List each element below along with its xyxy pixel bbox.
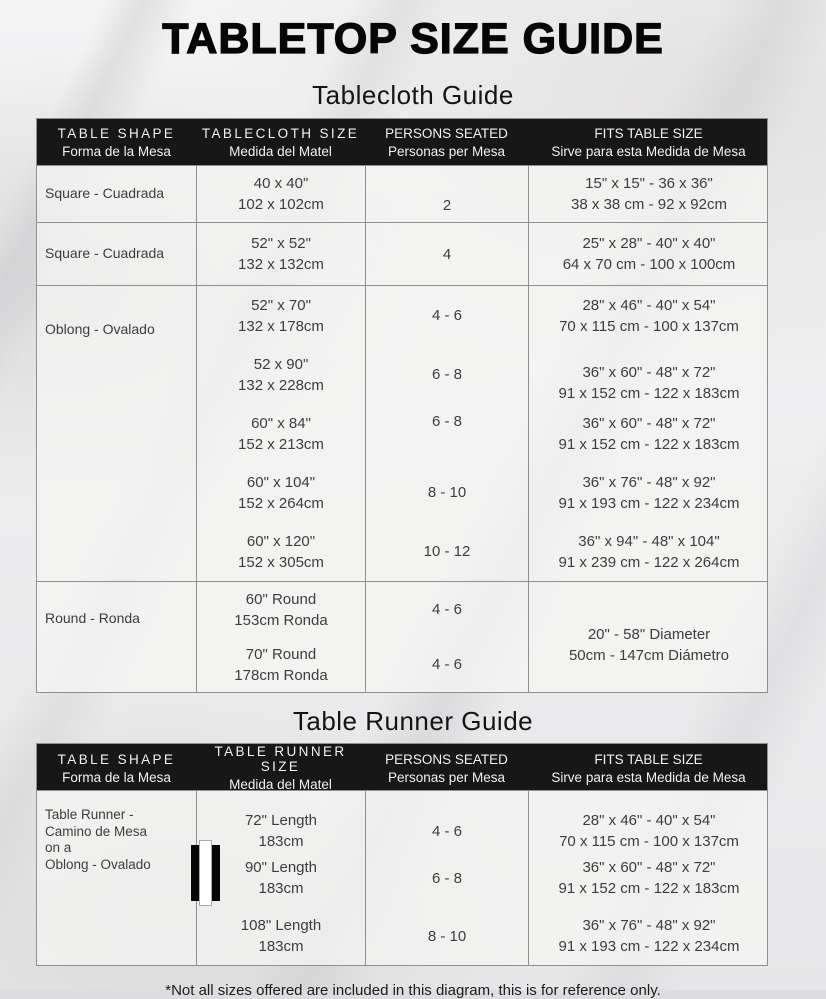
shape-cell xyxy=(37,294,196,366)
size-cell xyxy=(196,286,365,345)
fits-cell xyxy=(528,345,769,404)
header-en-label: FITS TABLE SIZE xyxy=(594,751,703,767)
size-line: 183cm xyxy=(258,880,304,898)
size-cell xyxy=(196,404,365,463)
shape-cell xyxy=(37,588,196,650)
fits-line: 64 x 70 cm - 100 x 100cm xyxy=(562,256,736,274)
persons-value: 8 - 10 xyxy=(427,927,467,945)
fits-cell xyxy=(528,849,769,907)
size-cell xyxy=(196,345,365,404)
size-line: 60" x 84" xyxy=(251,414,311,432)
persons-cell xyxy=(365,166,528,222)
size-line: 183cm xyxy=(258,938,304,956)
shape-cell xyxy=(37,223,196,285)
header-en-label: PERSONS SEATED xyxy=(385,125,508,141)
table-row-square-52 xyxy=(37,222,767,285)
header-fits-table-size xyxy=(528,119,769,165)
size-line: 52" x 52" xyxy=(251,235,311,252)
persons-cell xyxy=(365,849,528,907)
header-persons-seated xyxy=(365,119,528,165)
header-es-label: Personas per Mesa xyxy=(387,143,506,159)
header-table-shape xyxy=(37,119,196,165)
fits-cell xyxy=(528,582,769,692)
fits-line: 15" x 15" - 36 x 36" xyxy=(585,175,713,192)
size-line: 52" x 70" xyxy=(251,296,311,314)
persons-value: 4 - 6 xyxy=(431,307,462,325)
size-cell xyxy=(196,522,365,581)
fits-line: 70 x 115 cm - 100 x 137cm xyxy=(559,317,739,335)
fits-line: 91 x 152 cm - 122 x 183cm xyxy=(558,880,740,898)
fits-cell xyxy=(528,522,769,581)
fits-lines xyxy=(569,624,729,667)
shape-label: Square - Cuadrada xyxy=(45,245,165,262)
fits-line: 38 x 38 cm - 92 x 92cm xyxy=(571,196,727,214)
fits-line: 36" x 60" - 48" x 72" xyxy=(582,363,716,381)
header-fits-table-size xyxy=(528,744,769,792)
shape-label-line: Oblong - Ovalado xyxy=(45,856,151,872)
shape-label xyxy=(45,807,151,873)
shape-cell xyxy=(37,797,196,883)
persons-value: 4 - 6 xyxy=(431,656,462,674)
fits-line: 91 x 193 cm - 122 x 234cm xyxy=(558,494,740,512)
shape-cell xyxy=(37,166,196,222)
fits-line: 36" x 76" - 48" x 92" xyxy=(582,473,716,491)
fits-line: 25" x 28" - 40" x 40" xyxy=(582,235,716,252)
header-es-label: Medida del Matel xyxy=(229,777,332,793)
persons-value: 10 - 12 xyxy=(423,543,471,561)
header-en-label: TABLE SHAPE xyxy=(57,125,176,141)
size-line: 60" x 104" xyxy=(246,473,316,491)
runner-guide-title: Table Runner Guide xyxy=(292,706,534,737)
header-es-label: Forma de la Mesa xyxy=(62,143,171,159)
header-en-label: TABLECLOTH SIZE xyxy=(201,125,360,141)
fits-line: 36" x 76" - 48" x 92" xyxy=(582,917,716,934)
runner-table xyxy=(36,743,768,966)
persons-cell xyxy=(365,286,528,345)
size-line: 152 x 264cm xyxy=(238,494,324,512)
size-cell xyxy=(196,907,365,965)
tablecloth-table xyxy=(36,118,768,693)
header-persons-seated xyxy=(365,744,528,792)
shape-label: Square - Cuadrada xyxy=(45,185,165,202)
persons-cell xyxy=(365,463,528,522)
size-line: 72" Length xyxy=(244,812,318,829)
fits-cell xyxy=(528,907,769,965)
runner-table-header xyxy=(37,744,767,793)
header-en-label: FITS TABLE SIZE xyxy=(594,125,703,141)
size-line: 132 x 178cm xyxy=(238,317,324,335)
persons-value: 6 - 8 xyxy=(431,413,462,431)
fits-line: 36" x 94" - 48" x 104" xyxy=(578,532,720,550)
tablecloth-table-header xyxy=(37,119,767,165)
persons-cell xyxy=(365,345,528,404)
persons-cell xyxy=(365,637,528,692)
fits-line: 70 x 115 cm - 100 x 137cm xyxy=(559,833,739,851)
fits-line: 36" x 60" - 48" x 72" xyxy=(582,859,716,876)
persons-cell xyxy=(365,223,528,285)
fits-cell xyxy=(528,404,769,463)
persons-cell xyxy=(365,522,528,581)
fits-cell xyxy=(528,286,769,345)
fits-line: 91 x 193 cm - 122 x 234cm xyxy=(558,938,740,956)
page-title: TABLETOP SIZE GUIDE xyxy=(162,15,664,63)
size-cell xyxy=(196,166,365,222)
shape-label-line: on a xyxy=(45,840,72,856)
persons-value: 2 xyxy=(442,196,452,214)
fits-cell xyxy=(528,166,769,222)
size-cell xyxy=(196,223,365,285)
size-cell xyxy=(196,582,365,637)
table-group-oblong xyxy=(37,285,767,581)
persons-value: 6 - 8 xyxy=(431,366,462,384)
fits-lines xyxy=(559,810,739,853)
persons-cell xyxy=(365,582,528,637)
header-en-label: TABLE SHAPE xyxy=(57,751,176,767)
table-group-round xyxy=(37,581,767,692)
fits-line: 91 x 152 cm - 122 x 183cm xyxy=(558,384,740,402)
fits-lines xyxy=(559,362,740,405)
size-line: 152 x 213cm xyxy=(238,435,324,453)
persons-value: 4 xyxy=(442,245,452,263)
size-cell xyxy=(196,463,365,522)
persons-cell xyxy=(365,791,528,849)
shape-label: Oblong - Ovalado xyxy=(45,321,155,338)
persons-cell xyxy=(365,404,528,463)
size-line: 70" Round xyxy=(245,645,317,663)
fits-line: 91 x 239 cm - 122 x 264cm xyxy=(558,553,740,571)
size-line: 52 x 90" xyxy=(253,355,309,373)
fits-cell xyxy=(528,791,769,849)
size-cell xyxy=(196,791,365,849)
fits-line: 36" x 60" - 48" x 72" xyxy=(582,414,716,432)
fits-line: 28" x 46" - 40" x 54" xyxy=(582,812,716,829)
size-line: 40 x 40" xyxy=(253,175,309,192)
header-es-label: Medida del Matel xyxy=(229,143,332,159)
table-group-runner xyxy=(37,790,767,965)
header-es-label: Personas per Mesa xyxy=(387,769,506,785)
persons-value: 8 - 10 xyxy=(427,484,467,502)
size-cell xyxy=(196,637,365,692)
size-line: 132 x 132cm xyxy=(238,256,324,274)
fits-cell xyxy=(528,223,769,285)
size-line: 152 x 305cm xyxy=(238,553,324,571)
size-line: 108" Length xyxy=(240,917,322,934)
shape-label: Round - Ronda xyxy=(45,610,140,627)
size-line: 183cm xyxy=(258,833,304,851)
size-line: 90" Length xyxy=(244,859,318,876)
runner-strip-shape xyxy=(199,840,212,906)
size-line: 132 x 228cm xyxy=(238,376,324,394)
header-es-label: Sirve para esta Medida de Mesa xyxy=(551,769,746,785)
fits-line: 20" - 58" Diameter xyxy=(587,626,711,643)
fits-line: 91 x 152 cm - 122 x 183cm xyxy=(558,435,740,453)
shape-label-line: Camino de Mesa xyxy=(45,823,148,839)
size-line: 60" Round xyxy=(245,590,317,608)
size-lines xyxy=(245,810,317,853)
header-en-label: PERSONS SEATED xyxy=(385,751,508,767)
header-es-label: Forma de la Mesa xyxy=(62,769,171,785)
tablecloth-guide-title: Tablecloth Guide xyxy=(312,80,514,111)
header-tablecloth-size xyxy=(196,119,365,165)
header-table-runner-size xyxy=(196,744,365,792)
fits-line: 28" x 46" - 40" x 54" xyxy=(582,296,716,314)
header-table-shape xyxy=(37,744,196,792)
size-line: 60" x 120" xyxy=(246,532,316,550)
persons-value: 6 - 8 xyxy=(431,869,462,887)
size-line: 153cm Ronda xyxy=(234,611,328,629)
size-line: 102 x 102cm xyxy=(238,196,324,214)
footnote: *Not all sizes offered are included in this diagram, this is for reference only. xyxy=(165,982,661,999)
shape-label-line: Table Runner - xyxy=(45,807,134,823)
table-row-square-40 xyxy=(37,165,767,222)
fits-cell xyxy=(528,463,769,522)
persons-value: 4 - 6 xyxy=(431,822,462,840)
size-line: 178cm Ronda xyxy=(234,666,328,684)
header-es-label: Sirve para esta Medida de Mesa xyxy=(551,143,746,159)
header-en-label: TABLE RUNNER SIZE xyxy=(214,744,347,775)
persons-value: 4 - 6 xyxy=(431,601,462,619)
persons-cell xyxy=(365,907,528,965)
fits-line: 50cm - 147cm Diámetro xyxy=(568,647,730,665)
size-cell xyxy=(196,849,365,907)
